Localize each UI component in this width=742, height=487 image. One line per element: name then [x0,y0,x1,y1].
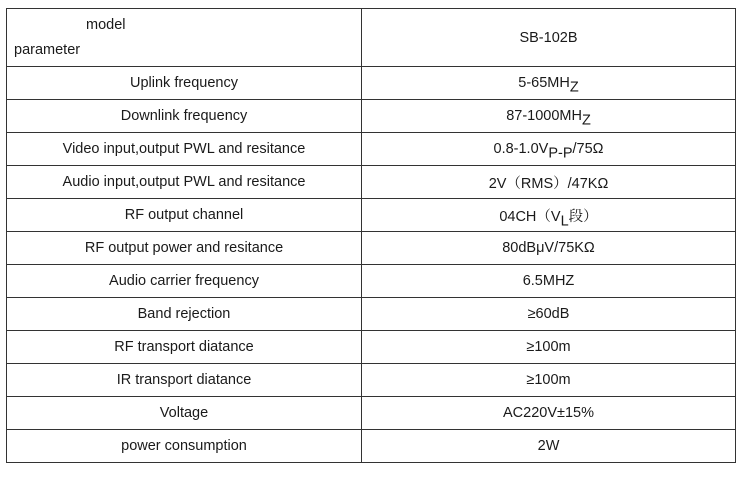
table-row [7,67,736,100]
table-row [7,232,736,265]
table-row [7,199,736,232]
model-header-label: model [86,17,126,33]
value-cell: ≥100m [362,331,736,364]
parameter-cell: Audio input,output PWL and resitance [7,166,362,199]
table-row [7,100,736,133]
parameter-header-label: parameter [14,42,81,58]
value-cell: AC220V±15% [362,397,736,430]
parameter-cell: Video input,output PWL and resitance [7,133,362,166]
parameter-cell: Band rejection [7,298,362,331]
parameter-cell: Voltage [7,397,362,430]
value-cell: $5-65MH_Z$ [362,67,736,100]
table-row [7,133,736,166]
value-cell: ≥60dB [362,298,736,331]
header-row [7,9,736,67]
value-cell: $0.8-1.0V_{P-P}/75\Omega$ [362,133,736,166]
table-row [7,265,736,298]
parameter-cell: Audio carrier frequency [7,265,362,298]
value-cell: ≥100m [362,364,736,397]
parameter-cell: RF output power and resitance [7,232,362,265]
table-row [7,430,736,463]
header-diagonal-cell [7,9,362,67]
value-cell: 2V（RMS）/47KΩ [362,166,736,199]
parameter-cell: power consumption [7,430,362,463]
value-cell: 6.5MHZ [362,265,736,298]
table-row [7,397,736,430]
parameter-cell: RF transport diatance [7,331,362,364]
parameter-cell: Uplink frequency [7,67,362,100]
value-cell: $87-1000MH_Z$ [362,100,736,133]
table-row [7,364,736,397]
parameter-cell: Downlink frequency [7,100,362,133]
value-cell: $04CH(V_L$段） [362,199,736,232]
spec-table [6,8,736,463]
value-cell: 80dBμV/75KΩ [362,232,736,265]
parameter-cell: IR transport diatance [7,364,362,397]
model-value-cell: SB-102B [362,9,736,67]
table-row [7,166,736,199]
table-row [7,298,736,331]
table-row [7,331,736,364]
parameter-cell: RF output channel [7,199,362,232]
value-cell: 2W [362,430,736,463]
